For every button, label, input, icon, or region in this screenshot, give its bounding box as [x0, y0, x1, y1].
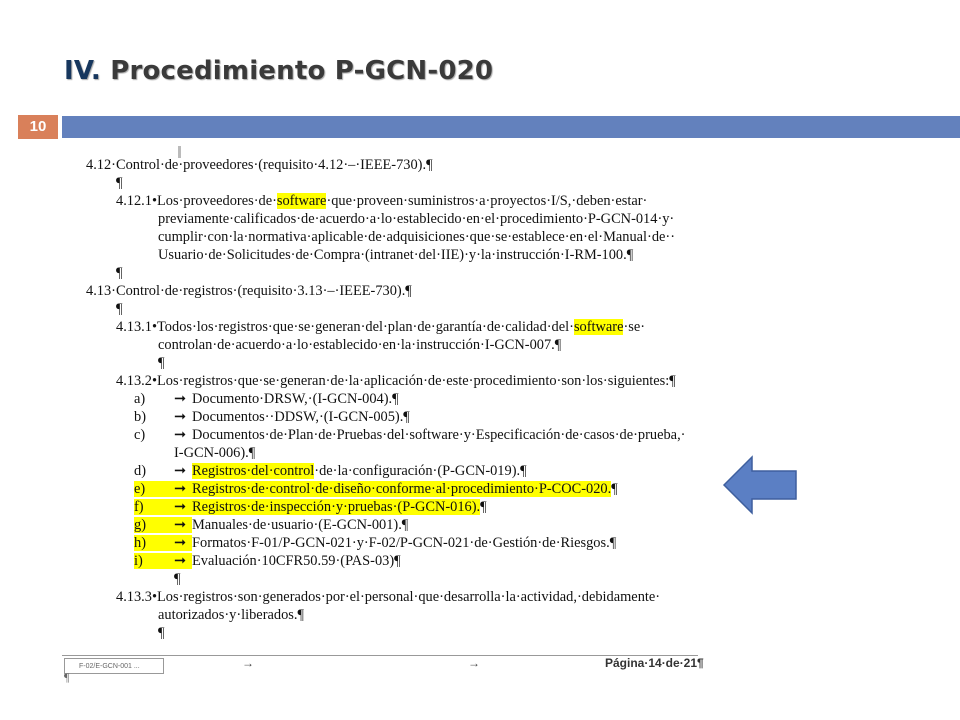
tab-arrow-icon: ➞ — [174, 481, 187, 497]
list-letter: b) — [134, 409, 146, 425]
title-numeral: IV. — [64, 56, 101, 86]
list-letter: f) — [134, 499, 144, 515]
list-letter: i) — [134, 553, 143, 569]
list-item-c — [134, 426, 685, 444]
header-bar — [62, 116, 960, 138]
doc-line-4-12: 4.12·Control·de·proveedores·(requisito·4.12·–·IEEE-730).¶ — [86, 157, 433, 173]
doc-line-4-13-3: 4.13.3•Los·registros·son·generados·por·el·personal·que·desarrolla·la·actividad,·debidamente· — [116, 589, 661, 605]
tab-arrow-icon: ➞ — [174, 517, 187, 533]
tab-arrow-icon: ➞ — [174, 409, 187, 425]
doc-pilcrow: ¶ — [116, 175, 123, 191]
footer-tab-arrow-icon: → — [468, 656, 480, 670]
doc-pilcrow: ¶ — [174, 571, 181, 587]
doc-pilcrow: ¶ — [158, 355, 165, 371]
tab-arrow-icon: ➞ — [174, 427, 187, 443]
list-letter: d) — [134, 463, 146, 479]
footer-page-number: Página·14·de·21¶ — [605, 656, 704, 670]
doc-line-4-13-2: 4.13.2•Los·registros·que·se·generan·de·la·aplicación·de·este·procedimiento·son·los·siguientes:¶ — [116, 373, 676, 389]
doc-pilcrow: ¶ — [158, 625, 165, 641]
list-letter: a) — [134, 391, 146, 407]
tab-arrow-icon: ➞ — [174, 553, 187, 569]
doc-line: controlan·de·acuerdo·a·lo·establecido·en·la·instrucción·I-GCN-007.¶ — [158, 337, 562, 353]
footer-code-box: F-02/E-GCN-001 ... — [64, 658, 164, 674]
list-item-f — [134, 498, 487, 516]
doc-highlight: software — [276, 193, 327, 209]
list-text: ¶ — [611, 481, 618, 497]
document-screenshot — [62, 140, 702, 695]
list-item-g — [134, 516, 408, 534]
list-letter: g) — [134, 517, 146, 533]
list-text-highlight: Registros·de·inspección·y·pruebas·(P-GCN-016). — [192, 499, 481, 515]
list-item-h — [134, 534, 616, 552]
list-item-b — [134, 408, 410, 426]
tab-arrow-icon: ➞ — [174, 463, 187, 479]
list-text: Manuales·de·usuario·(E-GCN-001).¶ — [192, 517, 409, 533]
doc-line: autorizados·y·liberados.¶ — [158, 607, 304, 623]
list-text-highlight: Registros·del·control — [192, 463, 315, 479]
footer-rule — [62, 655, 698, 656]
list-item-a — [134, 390, 399, 408]
list-text: ¶ — [480, 499, 487, 515]
list-item-c-continuation: I-GCN-006).¶ — [174, 445, 256, 461]
doc-line-4-13: 4.13·Control·de·registros·(requisito·3.13·–·IEEE-730).¶ — [86, 283, 412, 299]
title-text: Procedimiento P-GCN-020 — [110, 56, 494, 86]
list-item-e — [134, 480, 618, 498]
doc-text: ·que·proveen·suministros·a·proyectos·I/S,·deben·estar· — [326, 193, 648, 209]
list-text: Documentos··DDSW,·(I-GCN-005).¶ — [192, 409, 410, 425]
doc-pilcrow: ¶ — [116, 301, 123, 317]
doc-line: previamente·calificados·de·acuerdo·a·lo·establecido·en·el·procedimiento·P-GCN-014·y· — [158, 211, 675, 227]
doc-text: ·se· — [623, 319, 646, 335]
list-letter: c) — [134, 427, 146, 443]
left-arrow-icon — [722, 455, 798, 515]
doc-pilcrow: ¶ — [116, 265, 123, 281]
list-text: Formatos·F-01/P-GCN-021·y·F-02/P-GCN-021·de·Gestión·de·Riesgos.¶ — [192, 535, 617, 551]
doc-line-4-13-1 — [116, 318, 645, 336]
doc-line: cumplir·con·la·normativa·aplicable·de·adquisiciones·que·se·establece·en·el·Manual·de·· — [158, 229, 676, 245]
doc-text: 4.12.1•Los·proveedores·de· — [116, 193, 277, 209]
list-letter: e) — [134, 481, 146, 497]
list-text: Documento·DRSW,·(I-GCN-004).¶ — [192, 391, 399, 407]
doc-text: 4.13.1•Todos·los·registros·que·se·generan·del·plan·de·garantía·de·calidad·del· — [116, 319, 574, 335]
footer-tab-arrow-icon: → — [242, 656, 254, 670]
footer-pilcrow: ¶ — [64, 670, 70, 684]
list-text: ·de·la·configuración·(P-GCN-019).¶ — [314, 463, 527, 479]
doc-highlight: software — [573, 319, 624, 335]
slide-title — [64, 56, 493, 86]
list-text-highlight: Registros·de·control·de·diseño·conforme·al·procedimiento·P-COC-020. — [192, 481, 612, 497]
tab-arrow-icon: ➞ — [174, 391, 187, 407]
doc-line: Usuario·de·Solicitudes·de·Compra·(intranet·del·IIE)·y·la·instrucción·I-RM-100.¶ — [158, 247, 634, 263]
doc-line-4-12-1 — [116, 192, 647, 210]
list-text: Evaluación·10CFR50.59·(PAS-03)¶ — [192, 553, 401, 569]
tab-arrow-icon: ➞ — [174, 499, 187, 515]
slide-number: 10 — [18, 115, 58, 139]
list-item-d — [134, 462, 527, 480]
tab-arrow-icon: ➞ — [174, 535, 187, 551]
list-item-i — [134, 552, 401, 570]
list-letter: h) — [134, 535, 146, 551]
list-text: Documentos·de·Plan·de·Pruebas·del·software·y·Especificación·de·casos·de·prueba,· — [192, 427, 686, 443]
